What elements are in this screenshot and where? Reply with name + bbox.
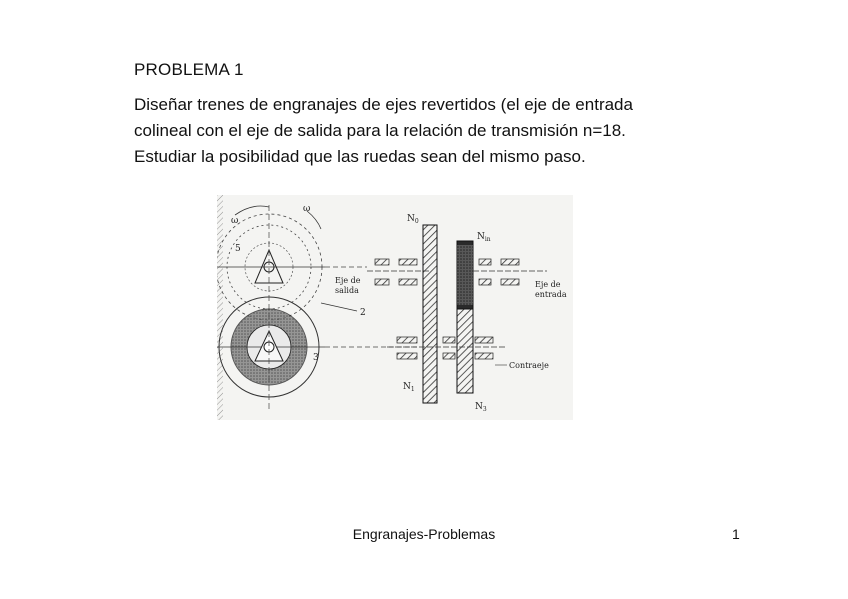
label-eje-salida-line2: salida — [335, 286, 359, 295]
gear-train-diagram — [217, 195, 573, 420]
footer-title: Engranajes-Problemas — [352, 526, 496, 542]
gear-number-2: 2 — [360, 308, 366, 318]
label-eje-entrada-line2: entrada — [535, 290, 567, 299]
label-n1: $N_1$ — [403, 382, 415, 393]
omega-in-label: ω — [303, 204, 311, 214]
label-contraeje: Contraeje — [509, 361, 549, 370]
problem-statement — [134, 92, 754, 170]
statement-line-3: Estudiar la posibilidad que las ruedas sean del mismo paso. — [134, 147, 586, 166]
label-eje-salida-line1: Eje de — [335, 276, 361, 285]
label-n0: $N_0$ — [407, 214, 419, 225]
figure-background — [217, 195, 573, 420]
omega-out-label: ω — [231, 216, 239, 226]
label-eje-entrada-line1: Eje de — [535, 280, 561, 289]
gear-number-5: 5 — [235, 244, 241, 254]
page-number: 1 — [732, 526, 740, 542]
gear-n0 — [423, 225, 437, 403]
scan-edge — [217, 195, 223, 420]
statement-line-1: Diseñar trenes de engranajes de ejes revertidos (el eje de entrada — [134, 95, 633, 114]
statement-line-2: colineal con el eje de salida para la relación de transmisión n=18. — [134, 121, 626, 140]
gear-number-3: 3 — [313, 353, 319, 363]
reverted-gear-train-figure — [217, 195, 573, 420]
gear-n3 — [457, 309, 473, 393]
problem-title: PROBLEMA 1 — [134, 60, 244, 79]
label-n3: $N_3$ — [475, 402, 487, 413]
label-n-in: $N_{in}$ — [477, 232, 491, 243]
